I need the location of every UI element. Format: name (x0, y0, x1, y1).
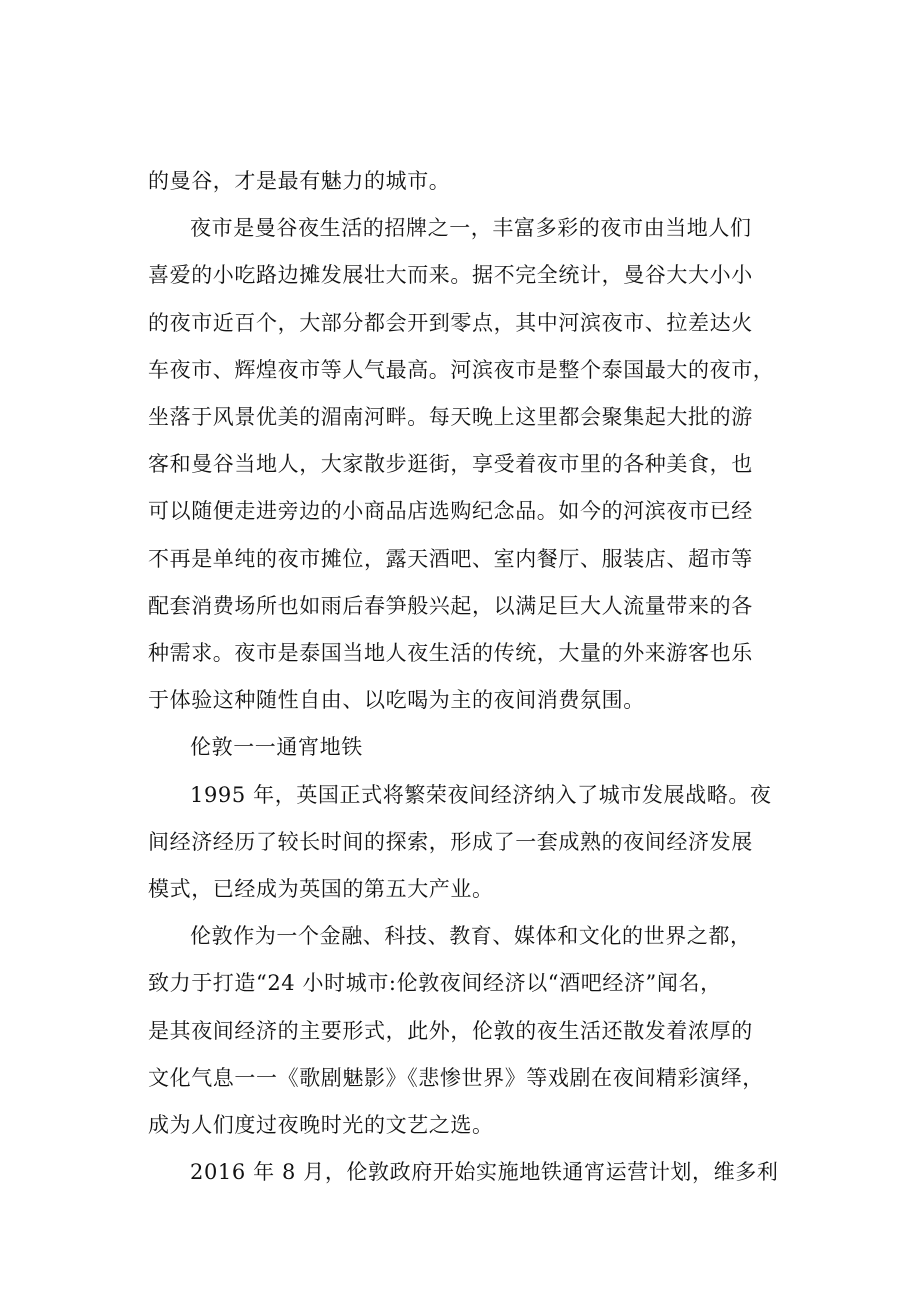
paragraph-4 (148, 772, 808, 914)
text-line: 伦敦一一通宵地铁 (190, 735, 363, 760)
text-line: 间经济经历了较长时间的探索，形成了一套成熟的夜间经济发展 (148, 829, 753, 854)
section-heading-london (148, 724, 808, 771)
paragraph-6 (148, 1149, 808, 1196)
text-line: 不再是单纯的夜市摊位，露天酒吧、室内餐厅、服装店、超市等 (148, 546, 753, 571)
text-line: 夜市是曼谷夜生活的招牌之一，丰富多彩的夜市由当地人们 (190, 216, 752, 241)
document-body (148, 158, 808, 1196)
paragraph-1 (148, 158, 808, 205)
text-line: 成为人们度过夜晚时光的文艺之选。 (148, 1113, 494, 1138)
text-line: 客和曼谷当地人，大家散步逛街，享受着夜市里的各种美食，也 (148, 452, 753, 477)
text-line: 1995 年，英国正式将繁荣夜间经济纳入了城市发展战略。夜 (190, 782, 772, 807)
text-line: 的曼谷，才是最有魅力的城市。 (148, 169, 451, 193)
text-line: 模式，已经成为英国的第五大产业。 (148, 877, 494, 902)
text-line: 是其夜间经济的主要形式，此外，伦敦的夜生活还散发着浓厚的 (148, 1018, 753, 1043)
text-line: 致力于打造“24 小时城市:伦敦夜间经济以“酒吧经济”闻名， (148, 971, 722, 996)
text-line: 伦敦作为一个金融、科技、教育、媒体和文化的世界之都， (190, 924, 752, 949)
text-line: 配套消费场所也如雨后春笋般兴起，以满足巨大人流量带来的各 (148, 593, 753, 618)
text-line: 可以随便走进旁边的小商品店选购纪念品。如今的河滨夜市已经 (148, 499, 753, 524)
text-line: 的夜市近百个，大部分都会开到零点，其中河滨夜市、拉差达火 (148, 310, 753, 335)
text-line: 种需求。夜市是泰国当地人夜生活的传统，大量的外来游客也乐 (148, 641, 753, 666)
text-line: 车夜市、辉煌夜市等人气最高。河滨夜市是整个泰国最大的夜市， (148, 357, 775, 382)
text-line: 于体验这种随性自由、以吃喝为主的夜间消费氛围。 (148, 688, 645, 713)
text-line: 喜爱的小吃路边摊发展壮大而来。据不完全统计，曼谷大大小小 (148, 263, 753, 288)
text-line: 文化气息一一《歌剧魅影》《悲惨世界》等戏剧在夜间精彩演绎， (148, 1065, 764, 1090)
text-line: 坐落于风景优美的湄南河畔。每天晚上这里都会聚集起大批的游 (148, 405, 753, 430)
text-line: 2016 年 8 月，伦敦政府开始实施地铁通宵运营计划，维多利 (190, 1160, 779, 1185)
paragraph-5 (148, 913, 808, 1149)
paragraph-2 (148, 205, 808, 724)
